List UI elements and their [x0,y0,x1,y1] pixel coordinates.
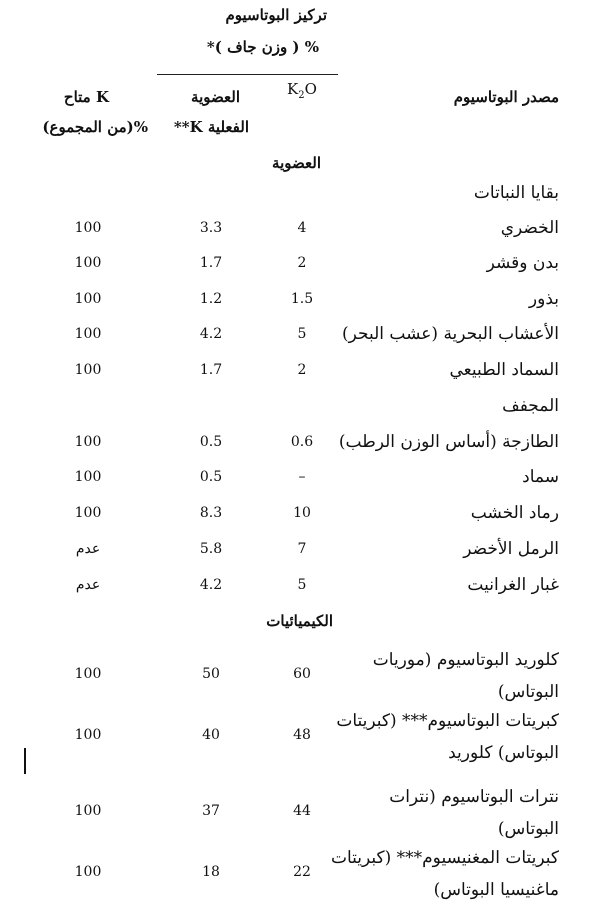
source-cell-line2: ماغنيسيا البوتاس) [433,880,559,900]
organic-cell: 1.7 [199,362,223,378]
col-k2o-header [287,80,317,101]
col-available-subheader: %(من المجموع) [42,118,148,136]
available-cell: عدم [75,577,101,593]
available-cell: 100 [74,255,102,271]
organic-cell: 1.7 [199,255,223,271]
group-organic: العضوية [272,154,321,172]
organic-cell: 0.5 [199,434,223,450]
k2o-cell: 44 [293,803,311,819]
organic-cell: 37 [202,803,220,819]
col-source-header: مصدر البوتاسيوم [453,88,559,106]
source-cell-line1: كلوريد البوتاسيوم (موريات [372,650,559,670]
available-cell: 100 [74,803,102,819]
organic-cell: 3.3 [199,220,223,236]
available-cell: 100 [74,505,102,521]
organic-cell: 8.3 [199,505,223,521]
k2o-cell: 10 [293,505,311,521]
k2o-cell: 2 [297,362,307,378]
k2o-cell: 22 [293,864,311,880]
k2o-cell: 5 [297,326,307,342]
available-cell: 100 [74,326,102,342]
col-organic-header: العضوية [191,88,240,106]
source-cell: بدن وقشر [486,253,559,273]
available-cell: 100 [74,434,102,450]
k2o-cell: 4 [297,220,307,236]
k2o-cell: 0.6 [290,434,314,450]
available-cell: 100 [74,220,102,236]
available-cell: 100 [74,362,102,378]
header-rule [157,74,338,75]
source-cell-line1: كبريتات البوتاسيوم*** (كبريتات [336,711,559,731]
source-cell: غبار الغرانيت [467,575,559,595]
source-cell-line1: كبريتات المغنيسيوم*** (كبريتات [330,848,559,868]
col-k2o-tail: O [304,80,317,98]
source-cell-line2: البوتاس) [497,819,559,839]
text-cursor [24,748,26,774]
source-cell: الأعشاب البحرية (عشب البحر) [341,324,559,344]
source-cell: الخضري [500,218,559,238]
source-cell-line1: نترات البوتاسيوم (نترات [389,787,559,807]
available-cell: 100 [74,291,102,307]
organic-cell: 1.2 [199,291,223,307]
k2o-cell: 1.5 [290,291,314,307]
organic-cell: 40 [202,727,220,743]
organic-cell: 50 [202,666,220,682]
col-available-header: K متاح [63,88,109,106]
available-cell: 100 [74,666,102,682]
k2o-cell: 48 [293,727,311,743]
organic-cell: 4.2 [199,577,223,593]
col-k2o-base: K [287,80,299,98]
col-k2o-sub: 2 [298,90,305,101]
group-chemical: الكيميائيات [266,612,333,630]
k2o-cell: 7 [297,541,307,557]
source-cell: الرمل الأخضر [463,539,559,559]
col-organic-subheader: الفعلية K** [173,118,249,136]
source-cell-line2: البوتاس) كلوريد [448,743,559,763]
available-cell: 100 [74,727,102,743]
k2o-cell: 2 [297,255,307,271]
source-cell: المجفف [502,396,559,416]
concentration-unit: % ( وزن جاف )* [206,38,319,56]
organic-cell: 5.8 [199,541,223,557]
k2o-cell: 60 [293,666,311,682]
organic-cell: 18 [202,864,220,880]
concentration-header: تركيز البوتاسيوم [225,6,327,24]
source-cell: الطازجة (أساس الوزن الرطب) [338,432,559,452]
available-cell: 100 [74,864,102,880]
k2o-cell: 5 [297,577,307,593]
available-cell: عدم [75,541,101,557]
k2o-cell: – [298,469,306,485]
source-cell: رماد الخشب [470,503,559,523]
organic-cell: 4.2 [199,326,223,342]
source-cell: بقايا النباتات [473,183,559,203]
source-cell: سماد [522,467,559,487]
source-cell: بذور [528,289,559,309]
source-cell-line2: البوتاس) [497,682,559,702]
organic-cell: 0.5 [199,469,223,485]
source-cell: السماد الطبيعي [449,360,559,380]
available-cell: 100 [74,469,102,485]
